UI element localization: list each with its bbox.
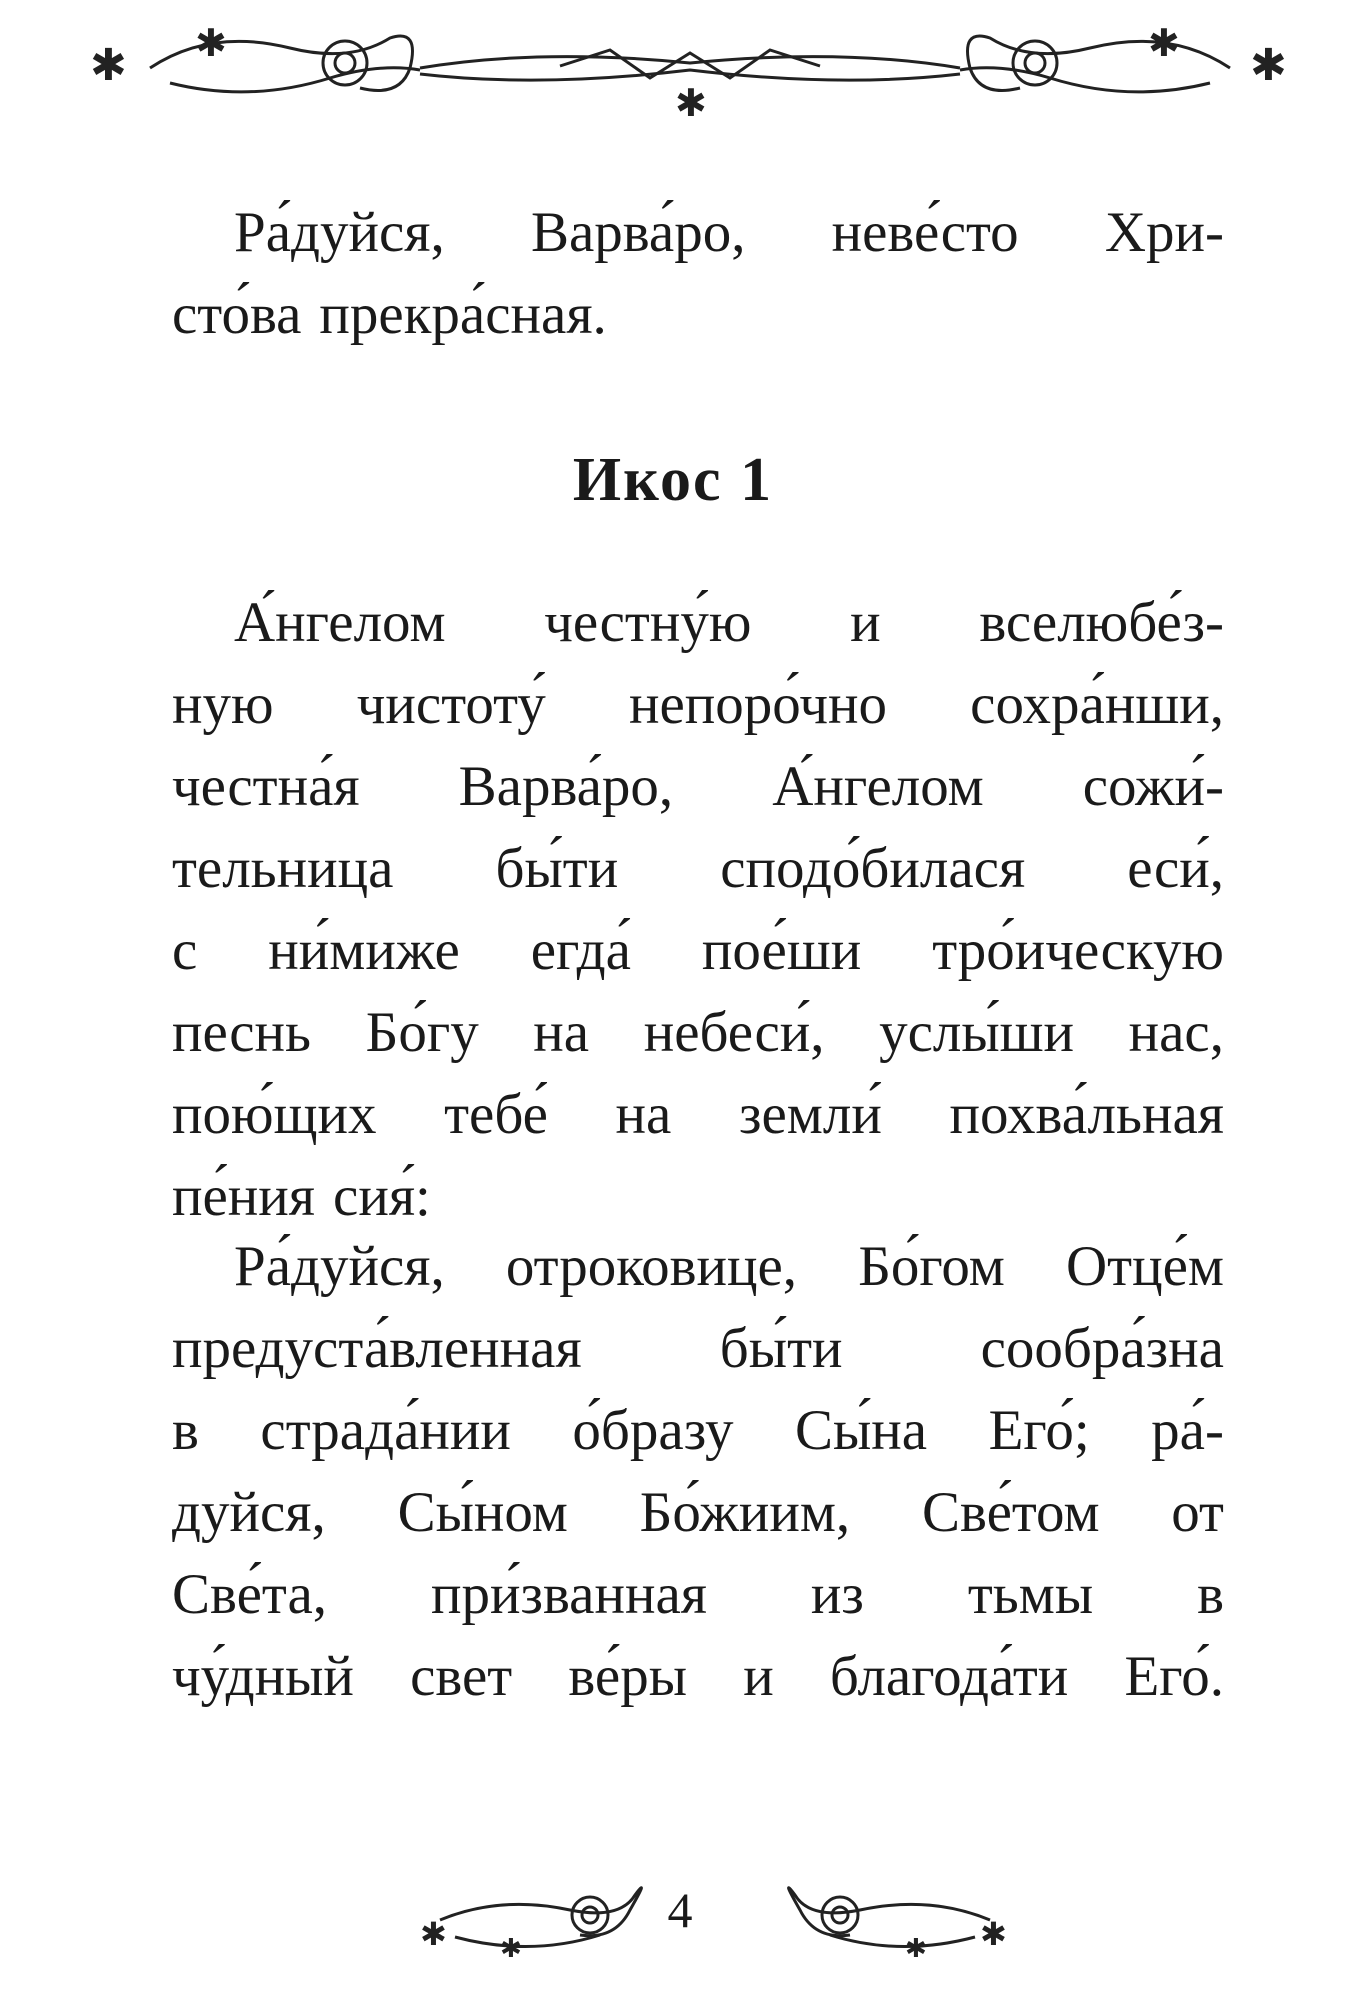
word: ра́- <box>1151 1399 1224 1462</box>
svg-text:✱: ✱ <box>905 1934 927 1964</box>
text-line <box>172 1390 1224 1472</box>
text-line <box>172 1554 1224 1636</box>
word: отроковице, <box>505 1235 798 1298</box>
word: пе́ния <box>172 1165 316 1228</box>
section-heading: Икос 1 <box>572 446 774 514</box>
word: сохра́нши, <box>970 673 1224 736</box>
text-line <box>172 274 1224 356</box>
word: пою́щих <box>172 1083 377 1146</box>
word: Сы́ном <box>397 1481 568 1544</box>
text-line <box>172 1074 1224 1156</box>
word: Сы́на <box>794 1399 928 1462</box>
word: Варва́ро, <box>530 201 746 264</box>
text-line <box>172 992 1224 1074</box>
word: нас, <box>1128 1001 1224 1064</box>
paragraph-3 <box>172 1226 1224 1718</box>
word: предуста́вленная <box>172 1317 582 1380</box>
word: сия́: <box>333 1165 431 1228</box>
word: А́нгелом <box>234 591 446 654</box>
word: страда́нии <box>260 1399 511 1462</box>
svg-text:✱: ✱ <box>500 1934 522 1964</box>
word: и <box>743 1645 774 1708</box>
word: о́бразу <box>572 1399 734 1462</box>
word: Бо́жиим, <box>639 1481 851 1544</box>
word: тебе́ <box>444 1083 548 1146</box>
word: при́званная <box>430 1563 707 1626</box>
word: в <box>1197 1563 1224 1626</box>
word: Варва́ро, <box>458 755 674 818</box>
word: сто́ва <box>172 283 302 346</box>
word: честну́ю <box>544 591 752 654</box>
word: Отце́м <box>1066 1235 1224 1298</box>
word: ни́миже <box>268 919 460 982</box>
word: свет <box>410 1645 513 1708</box>
word: прекра́сная. <box>319 283 607 346</box>
word: бы́ти <box>719 1317 843 1380</box>
text-line <box>172 1636 1224 1718</box>
word: из <box>810 1563 864 1626</box>
word: земли́ <box>738 1083 882 1146</box>
word: сожи́- <box>1082 755 1224 818</box>
text-line <box>172 582 1224 664</box>
word: с <box>172 919 198 982</box>
word: чистоту́ <box>356 673 546 736</box>
word: Его́. <box>1124 1645 1224 1708</box>
svg-text:✱: ✱ <box>90 40 127 91</box>
word: бы́ти <box>495 837 619 900</box>
svg-text:✱: ✱ <box>1250 40 1287 91</box>
word: Ра́дуйся, <box>234 201 445 264</box>
word: неве́сто <box>831 201 1019 264</box>
text-line <box>172 1308 1224 1390</box>
word: в <box>172 1399 199 1462</box>
word: тро́ическую <box>932 919 1224 982</box>
paragraph-1 <box>172 192 1224 356</box>
word: пое́ши <box>701 919 862 982</box>
word: услы́ши <box>879 1001 1075 1064</box>
word: благода́ти <box>829 1645 1069 1708</box>
word: честна́я <box>172 755 360 818</box>
word: Хри- <box>1104 201 1224 264</box>
word: тельница <box>172 837 394 900</box>
word: А́нгелом <box>772 755 984 818</box>
svg-text:✱: ✱ <box>675 81 707 125</box>
word: дуйся, <box>172 1481 326 1544</box>
word: егда́ <box>530 919 631 982</box>
text-line <box>172 910 1224 992</box>
text-line <box>172 1226 1224 1308</box>
word: Его́; <box>988 1399 1090 1462</box>
word: непоро́чно <box>628 673 887 736</box>
svg-text:✱: ✱ <box>420 1915 447 1953</box>
word: похва́льная <box>949 1083 1224 1146</box>
page-number: 4 <box>667 1882 693 1938</box>
word: чу́дный <box>172 1645 354 1708</box>
word: Бо́гу <box>365 1001 479 1064</box>
word: ве́ры <box>568 1645 688 1708</box>
word: песнь <box>172 1001 312 1064</box>
word: небеси́, <box>643 1001 825 1064</box>
word: и <box>850 591 881 654</box>
word: вселюбе́з- <box>979 591 1224 654</box>
text-line <box>172 746 1224 828</box>
word: тьмы <box>967 1563 1094 1626</box>
word: Ра́дуйся, <box>234 1235 445 1298</box>
word: Све́том <box>921 1481 1100 1544</box>
word: на <box>533 1001 590 1064</box>
word: Бо́гом <box>858 1235 1005 1298</box>
text-line <box>172 192 1224 274</box>
svg-text:✱: ✱ <box>1148 21 1180 65</box>
word: на <box>615 1083 672 1146</box>
svg-text:✱: ✱ <box>195 21 227 65</box>
text-line <box>172 1472 1224 1554</box>
word: еси́, <box>1127 837 1224 900</box>
word: Све́та, <box>172 1563 328 1626</box>
svg-text:✱: ✱ <box>980 1915 1007 1953</box>
bottom-ornament <box>420 1865 1010 1975</box>
word: от <box>1171 1481 1224 1544</box>
word: ную <box>172 673 274 736</box>
word: сообра́зна <box>980 1317 1224 1380</box>
paragraph-2 <box>172 582 1224 1238</box>
top-ornament <box>90 8 1290 128</box>
word: сподо́билася <box>720 837 1026 900</box>
text-line <box>172 828 1224 910</box>
text-line <box>172 664 1224 746</box>
